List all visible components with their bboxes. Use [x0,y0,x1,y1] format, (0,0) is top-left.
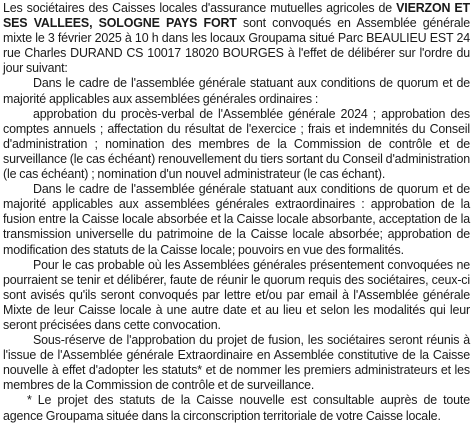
intro-text-before: Les sociétaires des Caisses locales d'assurance mutuelles agricoles de [3,1,397,15]
intro-text-after: sont convoqués en Assemblée générale mixte le 3 février 2025 à 10 h dans les locaux Groupama situé Parc BEAULIEU EST 24 rue Charles DURAND CS 10017 18020 BOURGES à l'effet de délibérer sur l'ordre du jour suivant: [3,16,470,76]
merger-paragraph: Sous-réserve de l'approbation du projet de fusion, les sociétaires seront réunis à l'issue de l'Assemblée générale Extraordinaire en Assemblée constitutive de la Caisse nouvelle à effet d'adopter les statuts* et de nommer les premiers administrateurs et les membres de la Commission de contrôle et de surveillance. [3,333,470,393]
caisse-names: VIERZON ET SES VALLEES, SOLOGNE PAYS FORT [3,1,470,31]
ordinary-assembly-items: approbation du procès-verbal de l'Assemblée générale 2024 ; approbation des comptes annuels ; affectation du résultat de l'exercice ; frais et indemnités du Conseil d'administration ; nomination des membres de la Commission de contrôle et de surveillance (le cas échéant) renouvellement du tiers sortant du Conseil d'administration (le cas échéant) ; nomination d'un nouvel administrateur (le cas échant). [3,106,470,182]
ordinary-assembly-heading: Dans le cadre de l'assemblée générale statuant aux conditions de quorum et de majorité applicables aux assemblées générales ordinaires : [3,76,470,106]
quorum-paragraph: Pour le cas probable où les Assemblées générales présentement convoquées ne pourraient se tenir et délibérer, faute de réunir le quorum requis des sociétaires, ceux-ci sont avisés qu'ils seront convoqués par lettre et/ou par email à l'Assemblée générale Mixte de leur Caisse locale à une autre date et au lieu et selon les modalités qui leur seront précisées dans cette convocation. [3,257,470,332]
statutes-footnote: * Le projet des statuts de la Caisse nouvelle est consultable auprès de toute agence Groupama située dans la circonscription territoriale de votre Caisse locale. [3,393,470,423]
extraordinary-assembly-paragraph: Dans le cadre de l'assemblée générale statuant aux conditions de quorum et de majorité applicables aux assemblées générales extraordinaires : approbation de la fusion entre la Caisse locale absorbée et la Caisse locale absorbante, acceptation de la transmission universelle du patrimoine de la Caisse locale absorbée; approbation de modification des statuts de la Caisse locale; pouvoirs en vue des formalités. [3,182,470,257]
intro-paragraph [3,1,470,76]
